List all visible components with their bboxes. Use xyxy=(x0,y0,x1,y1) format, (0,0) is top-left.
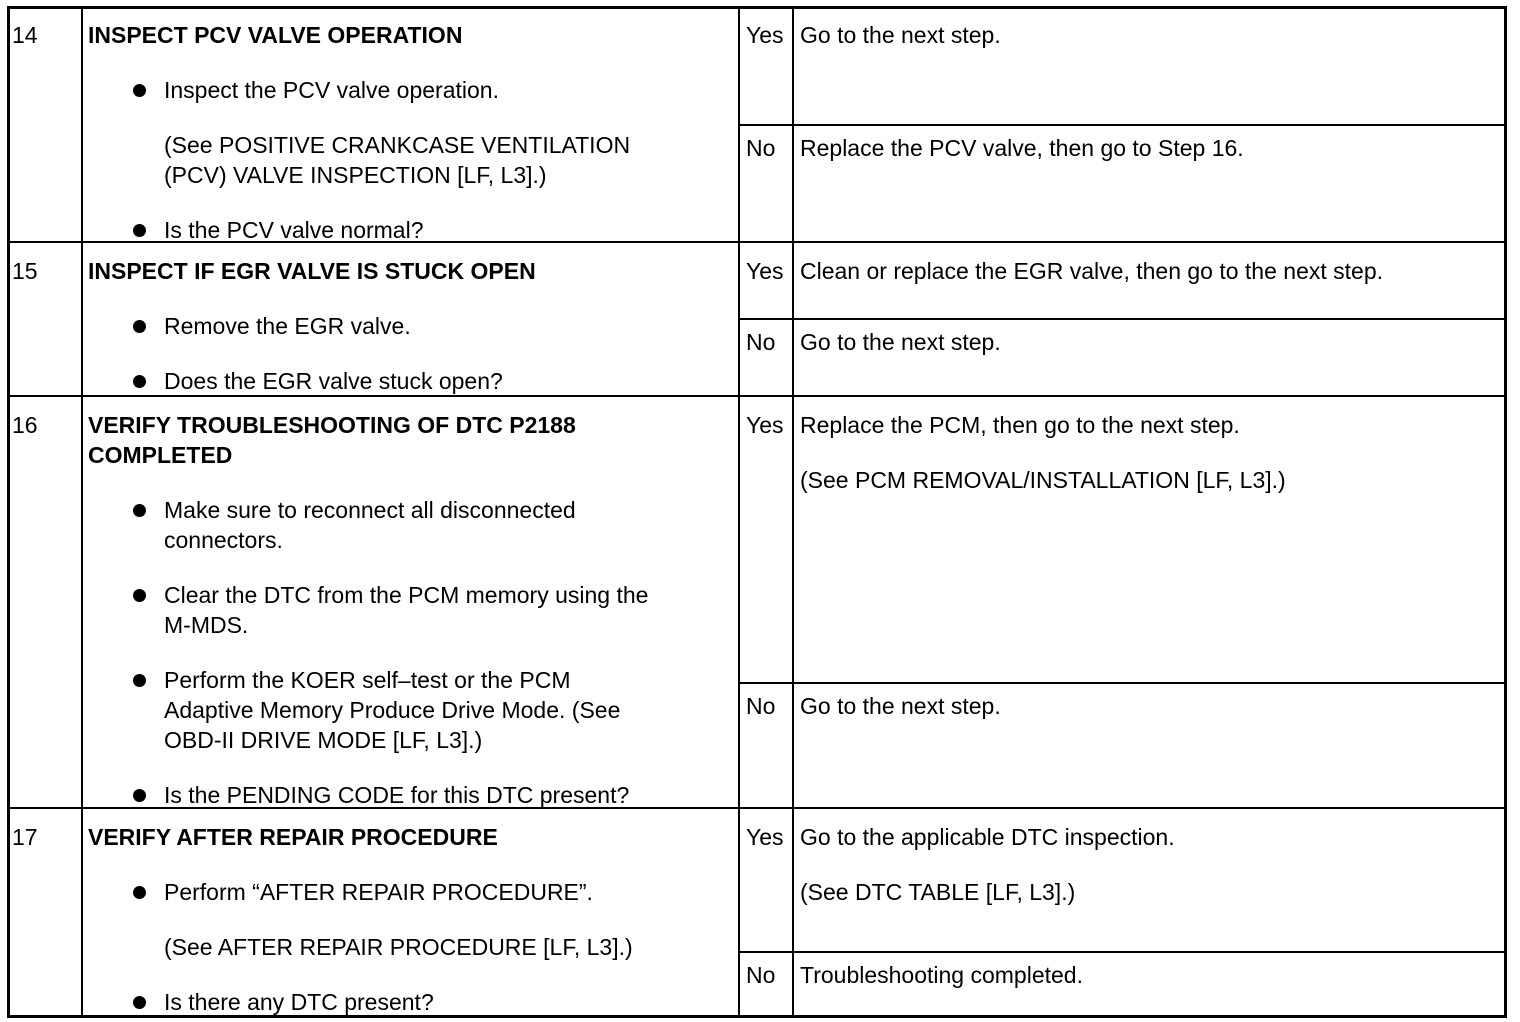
step-number: 15 xyxy=(12,258,38,284)
inspection-item: Perform “AFTER REPAIR PROCEDURE”. xyxy=(164,879,593,905)
step-title: INSPECT PCV VALVE OPERATION xyxy=(88,22,463,48)
bullet-icon xyxy=(133,886,146,899)
yes-label: Yes xyxy=(746,22,784,48)
inspection-item: Remove the EGR valve. xyxy=(164,313,411,339)
inspection-item: Adaptive Memory Produce Drive Mode. (See xyxy=(164,697,621,723)
no-result: Go to the next step. xyxy=(800,329,1001,355)
bullet-icon xyxy=(133,320,146,333)
yes-label: Yes xyxy=(746,412,784,438)
no-label: No xyxy=(746,135,776,161)
reference-note: (See AFTER REPAIR PROCEDURE [LF, L3].) xyxy=(164,934,633,960)
yes-no-divider xyxy=(739,318,1507,320)
bullet-icon xyxy=(133,84,146,97)
yes-result: Go to the next step. xyxy=(800,22,1001,48)
step-number: 14 xyxy=(12,22,38,48)
yes-no-divider xyxy=(739,682,1507,684)
inspection-item: OBD-II DRIVE MODE [LF, L3].) xyxy=(164,727,483,753)
step-title: VERIFY TROUBLESHOOTING OF DTC P2188 xyxy=(88,412,576,438)
reference-note: (PCV) VALVE INSPECTION [LF, L3].) xyxy=(164,162,547,188)
reference-note: (See POSITIVE CRANKCASE VENTILATION xyxy=(164,132,631,158)
bullet-icon xyxy=(133,996,146,1009)
no-result: Troubleshooting completed. xyxy=(800,962,1083,988)
inspection-item: M-MDS. xyxy=(164,612,249,638)
inspection-item: Does the EGR valve stuck open? xyxy=(164,368,503,394)
step-number: 16 xyxy=(12,412,38,438)
inspection-item: Inspect the PCV valve operation. xyxy=(164,77,499,103)
inspection-item: connectors. xyxy=(164,527,283,553)
inspection-item: Is there any DTC present? xyxy=(164,989,434,1015)
bullet-icon xyxy=(133,789,146,802)
step-title: COMPLETED xyxy=(88,442,233,468)
step-title: VERIFY AFTER REPAIR PROCEDURE xyxy=(88,824,498,850)
bullet-icon xyxy=(133,504,146,517)
no-label: No xyxy=(746,329,776,355)
yes-no-divider xyxy=(739,951,1507,953)
step-number: 17 xyxy=(12,824,38,850)
no-label: No xyxy=(746,962,776,988)
yes-result: Replace the PCM, then go to the next step. xyxy=(800,412,1240,438)
inspection-item: Perform the KOER self–test or the PCM xyxy=(164,667,571,693)
yes-result: (See PCM REMOVAL/INSTALLATION [LF, L3].) xyxy=(800,467,1286,493)
inspection-item: Clear the DTC from the PCM memory using the xyxy=(164,582,649,608)
inspection-item: Is the PCV valve normal? xyxy=(164,217,424,243)
bullet-icon xyxy=(133,589,146,602)
column-divider-description xyxy=(738,6,740,1018)
bullet-icon xyxy=(133,224,146,237)
inspection-item: Is the PENDING CODE for this DTC present? xyxy=(164,782,630,808)
yes-label: Yes xyxy=(746,258,784,284)
no-result: Replace the PCV valve, then go to Step 16. xyxy=(800,135,1244,161)
inspection-item: Make sure to reconnect all disconnected xyxy=(164,497,576,523)
yes-result: Clean or replace the EGR valve, then go to the next step. xyxy=(800,258,1384,284)
bullet-icon xyxy=(133,674,146,687)
yes-label: Yes xyxy=(746,824,784,850)
column-divider-yes-no xyxy=(792,6,794,1018)
step-title: INSPECT IF EGR VALVE IS STUCK OPEN xyxy=(88,258,536,284)
no-result: Go to the next step. xyxy=(800,693,1001,719)
bullet-icon xyxy=(133,375,146,388)
yes-result: Go to the applicable DTC inspection. xyxy=(800,824,1175,850)
no-label: No xyxy=(746,693,776,719)
yes-result: (See DTC TABLE [LF, L3].) xyxy=(800,879,1076,905)
column-divider-number xyxy=(81,6,83,1018)
yes-no-divider xyxy=(739,124,1507,126)
